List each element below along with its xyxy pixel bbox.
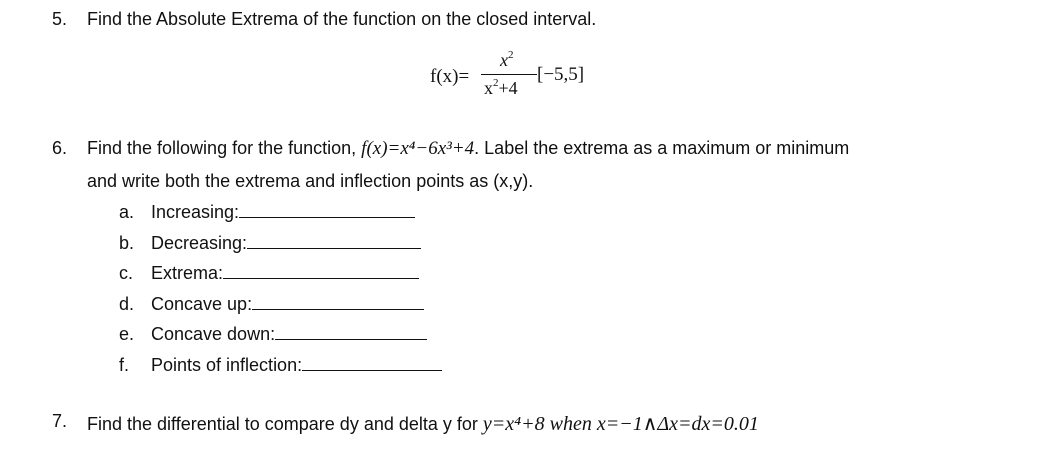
list-label: Concave up: xyxy=(151,294,253,314)
answer-blank-concave-down[interactable] xyxy=(275,323,427,340)
formula-denominator: $x^2+4$ xyxy=(484,77,518,98)
list-marker: e. xyxy=(119,324,135,344)
question-5-number: 5. xyxy=(52,9,68,29)
answer-blank-decreasing[interactable] xyxy=(247,232,421,249)
answer-blank-increasing[interactable] xyxy=(239,201,415,218)
question-6-text-start: Find the following for the function, xyxy=(87,138,357,158)
list-item-extrema xyxy=(119,262,419,284)
fraction-bar xyxy=(481,74,537,75)
list-marker: c. xyxy=(119,263,134,283)
question-6-text-end: . Label the extrema as a maximum or minimum xyxy=(474,138,850,158)
list-item-increasing xyxy=(119,201,415,223)
list-marker: a. xyxy=(119,202,135,222)
question-7-line xyxy=(87,411,759,436)
list-item-decreasing xyxy=(119,232,421,254)
formula-lhs: f(x)= xyxy=(430,66,470,87)
formula-interval: [−5,5] xyxy=(537,64,585,85)
answer-blank-extrema[interactable] xyxy=(223,262,419,279)
list-marker: b. xyxy=(119,233,135,253)
answer-blank-points-of-inflection[interactable] xyxy=(302,354,442,371)
question-7-number: 7. xyxy=(52,411,68,431)
question-6-number: 6. xyxy=(52,138,68,158)
list-item-points-of-inflection xyxy=(119,354,442,376)
list-item-concave-up xyxy=(119,293,424,315)
question-6-line-1 xyxy=(87,138,849,160)
list-label: Points of inflection: xyxy=(151,355,303,375)
question-6-formula: f(x)=x⁴−6x³+4 xyxy=(361,138,475,159)
question-6-line-2: and write both the extrema and inflection points as (x,y). xyxy=(87,171,534,191)
list-label: Extrema: xyxy=(151,263,224,283)
question-5-text: Find the Absolute Extrema of the function on the closed interval. xyxy=(87,9,597,29)
formula-numerator: $x^2$ xyxy=(500,49,514,70)
list-label: Decreasing: xyxy=(151,233,248,253)
list-item-concave-down xyxy=(119,323,427,345)
question-7-text: Find the differential to compare dy and delta y for xyxy=(87,414,478,434)
list-label: Increasing: xyxy=(151,202,240,222)
list-label: Concave down: xyxy=(151,324,276,344)
list-marker: f. xyxy=(119,355,130,375)
question-7-formula: y=x⁴+8 when x=−1∧Δx=dx=0.01 xyxy=(482,413,759,435)
answer-blank-concave-up[interactable] xyxy=(252,293,424,310)
list-marker: d. xyxy=(119,294,135,314)
